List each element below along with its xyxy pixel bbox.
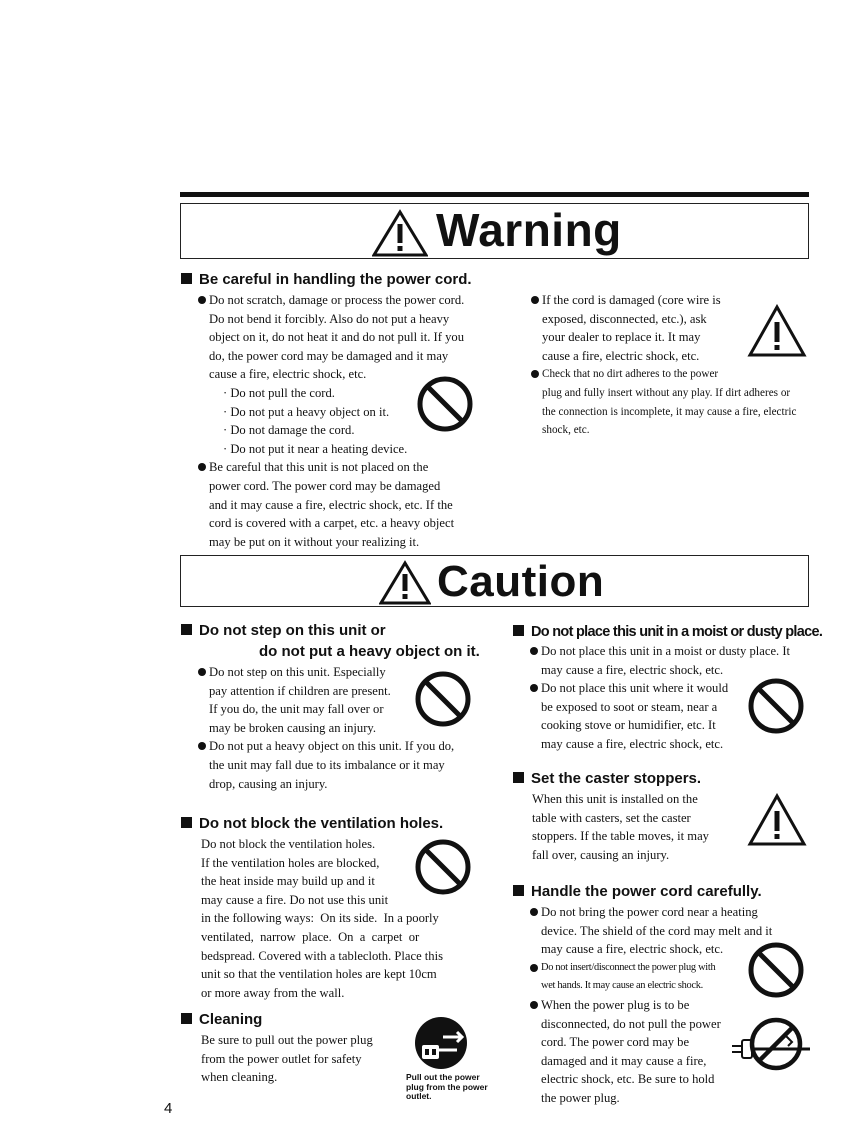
- text-line: the unit may fall due to its imbalance or it may: [209, 757, 445, 772]
- text-line: device. The shield of the cord may melt and it: [541, 923, 773, 938]
- text-line: be exposed to soot or steam, near a: [541, 699, 718, 714]
- text-line: · Do not pull the cord.: [223, 385, 335, 400]
- text-line: when cleaning.: [201, 1070, 278, 1085]
- text-line: cause a fire, electric shock, etc.: [209, 367, 367, 382]
- caster-text: [532, 790, 752, 864]
- text-line: Do not place this unit where it would: [541, 681, 729, 696]
- moist-heading: Do not place this unit in a moist or dusty place.: [513, 623, 822, 641]
- text-line: pay attention if children are present.: [209, 683, 391, 698]
- handle-heading: Handle the power cord carefully.: [513, 883, 762, 901]
- heading-square: [513, 772, 524, 783]
- cleaning-text: [201, 1031, 431, 1087]
- vent-heading: Do not block the ventilation holes.: [181, 815, 443, 833]
- heading-square: [181, 1013, 192, 1024]
- prohibition-icon: [747, 941, 805, 999]
- text-line: cooking stove or humidifier, etc. It: [541, 718, 716, 733]
- warning-title: Warning: [436, 204, 622, 256]
- caution-title: Caution: [437, 557, 605, 606]
- text-line: table with casters, set the caster: [532, 810, 691, 825]
- text-line: Do not block the ventilation holes.: [201, 837, 376, 851]
- text-line: or more away from the wall.: [201, 985, 345, 1000]
- heading-square: [181, 624, 192, 635]
- text-line: Pull out the power: [406, 1072, 480, 1082]
- prohibition-icon: [416, 375, 474, 433]
- text-line: ventilated, narrow place. On a carpet or: [201, 929, 420, 944]
- text-line: Be sure to pull out the power plug: [201, 1033, 373, 1047]
- text-line: plug and fully insert without any play. If dirt adheres or: [542, 386, 791, 399]
- text-line: Do not put a heavy object on this unit. If you do,: [209, 739, 455, 754]
- warning-power-cord-heading: Be careful in handling the power cord.: [181, 271, 472, 289]
- warning-triangle-icon: [372, 209, 428, 257]
- bullet-item: [198, 458, 488, 551]
- text-line: the power plug.: [541, 1090, 620, 1105]
- text-line: bedspread. Covered with a tablecloth. Place this: [201, 948, 444, 963]
- text-line: outlet.: [406, 1091, 432, 1101]
- text-line: object on it, do not heat it and do not pull it. If you: [209, 330, 464, 345]
- text-line: from the power outlet for safety: [201, 1051, 362, 1066]
- text-line: · Do not put it near a heating device.: [223, 441, 408, 456]
- text-line: plug from the power: [406, 1081, 488, 1092]
- text-line: power cord. The power cord may be damaged: [209, 478, 441, 493]
- text-line: the connection is incomplete, it may cause a fire, electric: [542, 405, 797, 418]
- text-line: Do not place this unit in a moist or dusty place. It: [541, 644, 791, 658]
- heading-square: [513, 885, 524, 896]
- text-line: If the cord is damaged (core wire is: [542, 293, 721, 307]
- unplug-caption: [406, 1073, 488, 1102]
- bullet-item: [530, 642, 820, 679]
- no-pulling-cord-icon: [730, 1016, 814, 1072]
- text-line: Do not bring the power cord near a heating: [541, 905, 758, 919]
- text-line: stoppers. If the table moves, it may: [532, 829, 709, 844]
- top-rule: [180, 192, 809, 197]
- caution-triangle-icon: [747, 304, 807, 358]
- heading-square: [181, 273, 192, 284]
- text-line: the heat inside may build up and it: [201, 874, 375, 889]
- text-line: wet hands. It may cause an electric shock.: [541, 980, 703, 992]
- text-line: Do not insert/disconnect the power plug with: [541, 961, 716, 973]
- text-line: do, the power cord may be damaged and it may: [209, 348, 449, 363]
- caution-triangle-icon: [747, 793, 807, 847]
- text-line: in the following ways: On its side. In a poorly: [201, 911, 439, 926]
- text-line: may cause a fire, electric shock, etc.: [541, 942, 724, 957]
- text-line: electric shock, etc. Be sure to hold: [541, 1072, 715, 1087]
- text-line: may be put on it without your realizing it.: [209, 534, 420, 549]
- prohibition-icon: [747, 677, 805, 735]
- page-number: 4: [164, 1100, 173, 1117]
- unplug-icon: [413, 1015, 469, 1071]
- text-line: Do not scratch, damage or process the power cord.: [209, 293, 465, 307]
- text-line: If the ventilation holes are blocked,: [201, 855, 380, 870]
- bullet-item: [198, 737, 488, 793]
- text-line: drop, causing an injury.: [209, 776, 328, 791]
- text-line: · Do not put a heavy object on it.: [223, 404, 390, 419]
- step-heading-line2: do not put a heavy object on it.: [259, 643, 480, 660]
- text-line: Do not step on this unit. Especially: [209, 665, 386, 679]
- prohibition-icon: [414, 838, 472, 896]
- text-line: exposed, disconnected, etc.), ask: [542, 311, 707, 326]
- text-line: fall over, causing an injury.: [532, 847, 670, 862]
- bullet-item: [531, 365, 821, 439]
- prohibition-icon: [414, 670, 472, 728]
- text-line: Do not bend it forcibly. Also do not put a heavy: [209, 311, 450, 326]
- heading-square: [181, 817, 192, 828]
- text-line: may cause a fire, electric shock, etc.: [541, 662, 724, 677]
- text-line: may cause a fire. Do not use this unit: [201, 892, 389, 907]
- text-line: If you do, the unit may fall over or: [209, 702, 384, 717]
- text-line: may cause a fire, electric shock, etc.: [541, 736, 724, 751]
- cleaning-heading: Cleaning: [181, 1011, 262, 1029]
- caution-title-triangle-icon: [379, 560, 431, 605]
- text-line: and it may cause a fire, electric shock, etc. If the: [209, 497, 453, 512]
- step-heading: Do not step on this unit or: [181, 622, 386, 640]
- caster-heading: Set the caster stoppers.: [513, 770, 701, 788]
- handle-text: [530, 903, 820, 1108]
- text-line: damaged and it may cause a fire,: [541, 1053, 707, 1068]
- text-line: cord is covered with a carpet, etc. a heavy object: [209, 516, 455, 531]
- text-line: Check that no dirt adheres to the power: [542, 368, 719, 381]
- text-line: cause a fire, electric shock, etc.: [542, 348, 700, 363]
- text-line: unit so that the ventilation holes are kept 10cm: [201, 967, 437, 982]
- text-line: · Do not damage the cord.: [223, 423, 355, 438]
- text-line: shock, etc.: [542, 424, 590, 437]
- text-line: When the power plug is to be: [541, 997, 690, 1012]
- text-line: your dealer to replace it. It may: [542, 330, 701, 345]
- text-line: cord. The power cord may be: [541, 1035, 690, 1050]
- text-line: When this unit is installed on the: [532, 792, 698, 806]
- text-line: Be careful that this unit is not placed on the: [209, 460, 429, 475]
- text-line: may be broken causing an injury.: [209, 720, 377, 735]
- text-line: disconnected, do not pull the power: [541, 1016, 721, 1031]
- heading-square: [513, 625, 524, 636]
